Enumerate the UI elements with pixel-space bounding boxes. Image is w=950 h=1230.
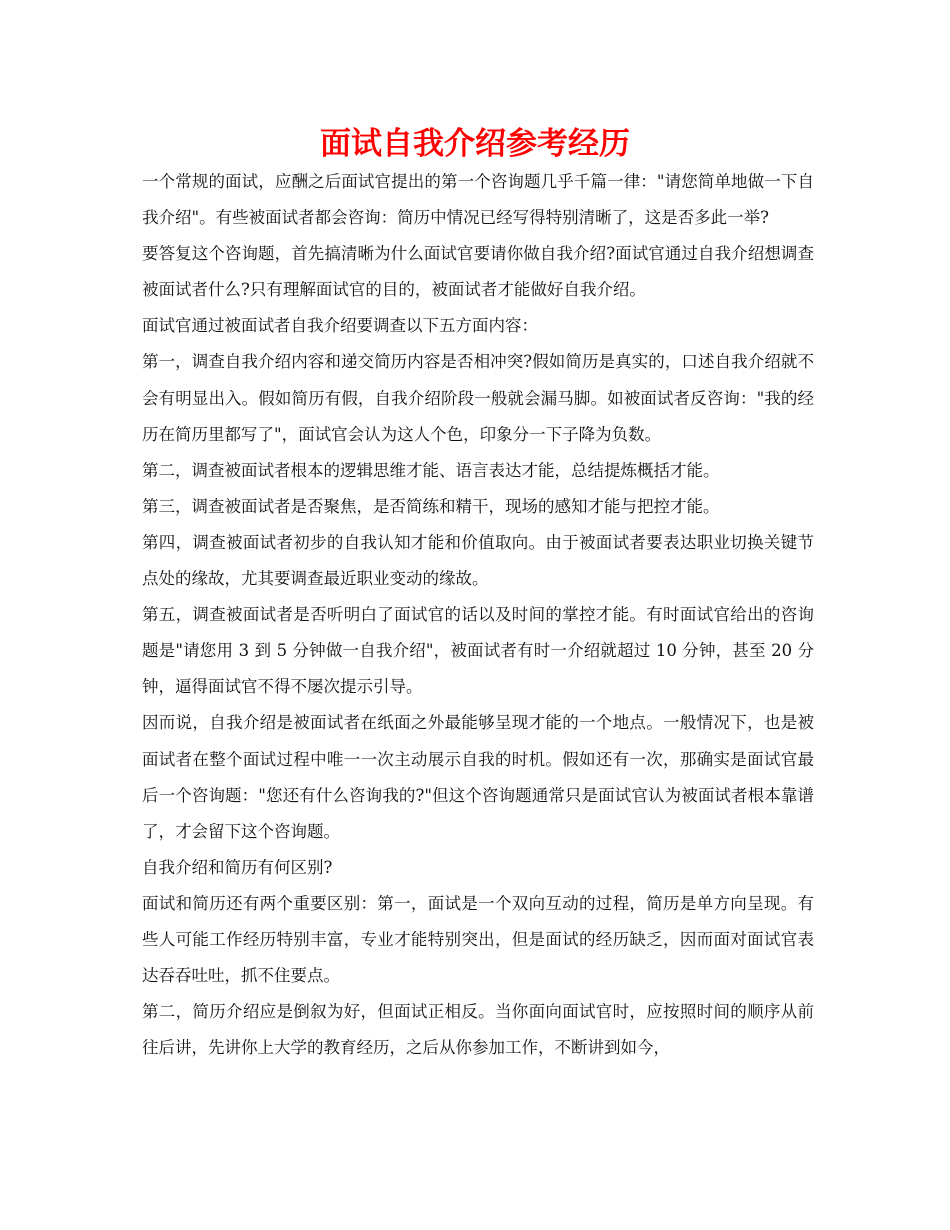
paragraph-10: 面试和简历还有两个重要区别：第一，面试是一个双向互动的过程，简历是单方向呈现。有些人可能工作经历特别丰富，专业才能特别突出，但是面试的经历缺乏，因而面对面试官表达吞吞吐吐，抓不住要点。 xyxy=(142,893,814,986)
paragraph-7: 第四，调查被面试者初步的自我认知才能和价值取向。由于被面试者要表达职业切换关键节点处的缘故，尤其要调查最近职业变动的缘故。 xyxy=(142,532,814,589)
paragraph-9: 因而说，自我介绍是被面试者在纸面之外最能够呈现才能的一个地点。一般情况下，也是被面试者在整个面试过程中唯一一次主动展示自我的时机。假如还有一次，那确实是面试官最后一个咨询题："您还有什么咨询我的?"但这个咨询题通常只是面试官认为被面试者根本靠谱了，才会留下这个咨询题。 xyxy=(142,713,814,841)
paragraph-8: 第五，调查被面试者是否听明白了面试官的话以及时间的掌控才能。有时面试官给出的咨询题是"请您用 3 到 5 分钟做一自我介绍"，被面试者有时一介绍就超过 10 分钟，甚至 20 分钟，逼得面试官不得不屡次提示引导。 xyxy=(142,605,814,697)
document-body xyxy=(142,164,814,1066)
paragraph-2: 要答复这个咨询题，首先搞清晰为什么面试官要请你做自我介绍?面试官通过自我介绍想调查被面试者什么?只有理解面试官的目的，被面试者才能做好自我介绍。 xyxy=(142,244,814,300)
paragraph-5: 第二，调查被面试者根本的逻辑思维才能、语言表达才能，总结提炼概括才能。 xyxy=(142,460,720,480)
paragraph-6: 第三，调查被面试者是否聚焦，是否简练和精干，现场的感知才能与把控才能。 xyxy=(142,496,720,516)
document-title: 面试自我介绍参考经历 xyxy=(320,126,630,162)
paragraph-11: 第二，简历介绍应是倒叙为好，但面试正相反。当你面向面试官时，应按照时间的顺序从前往后讲，先讲你上大学的教育经历，之后从你参加工作，不断讲到如今， xyxy=(142,1002,814,1058)
section-heading: 自我介绍和简历有何区别? xyxy=(142,857,333,877)
paragraph-3: 面试官通过被面试者自我介绍要调查以下五方面内容： xyxy=(142,316,538,336)
paragraph-4: 第一，调查自我介绍内容和递交简历内容是否相冲突?假如简历是真实的，口述自我介绍就不会有明显出入。假如简历有假，自我介绍阶段一般就会漏马脚。如被面试者反咨询："我的经历在简历里都写了"，面试官会认为这人个色，印象分一下子降为负数。 xyxy=(142,352,814,444)
paragraph-1: 一个常规的面试，应酬之后面试官提出的第一个咨询题几乎千篇一律："请您简单地做一下自我介绍"。有些被面试者都会咨询：简历中情况已经写得特别清晰了，这是否多此一举? xyxy=(142,172,814,228)
